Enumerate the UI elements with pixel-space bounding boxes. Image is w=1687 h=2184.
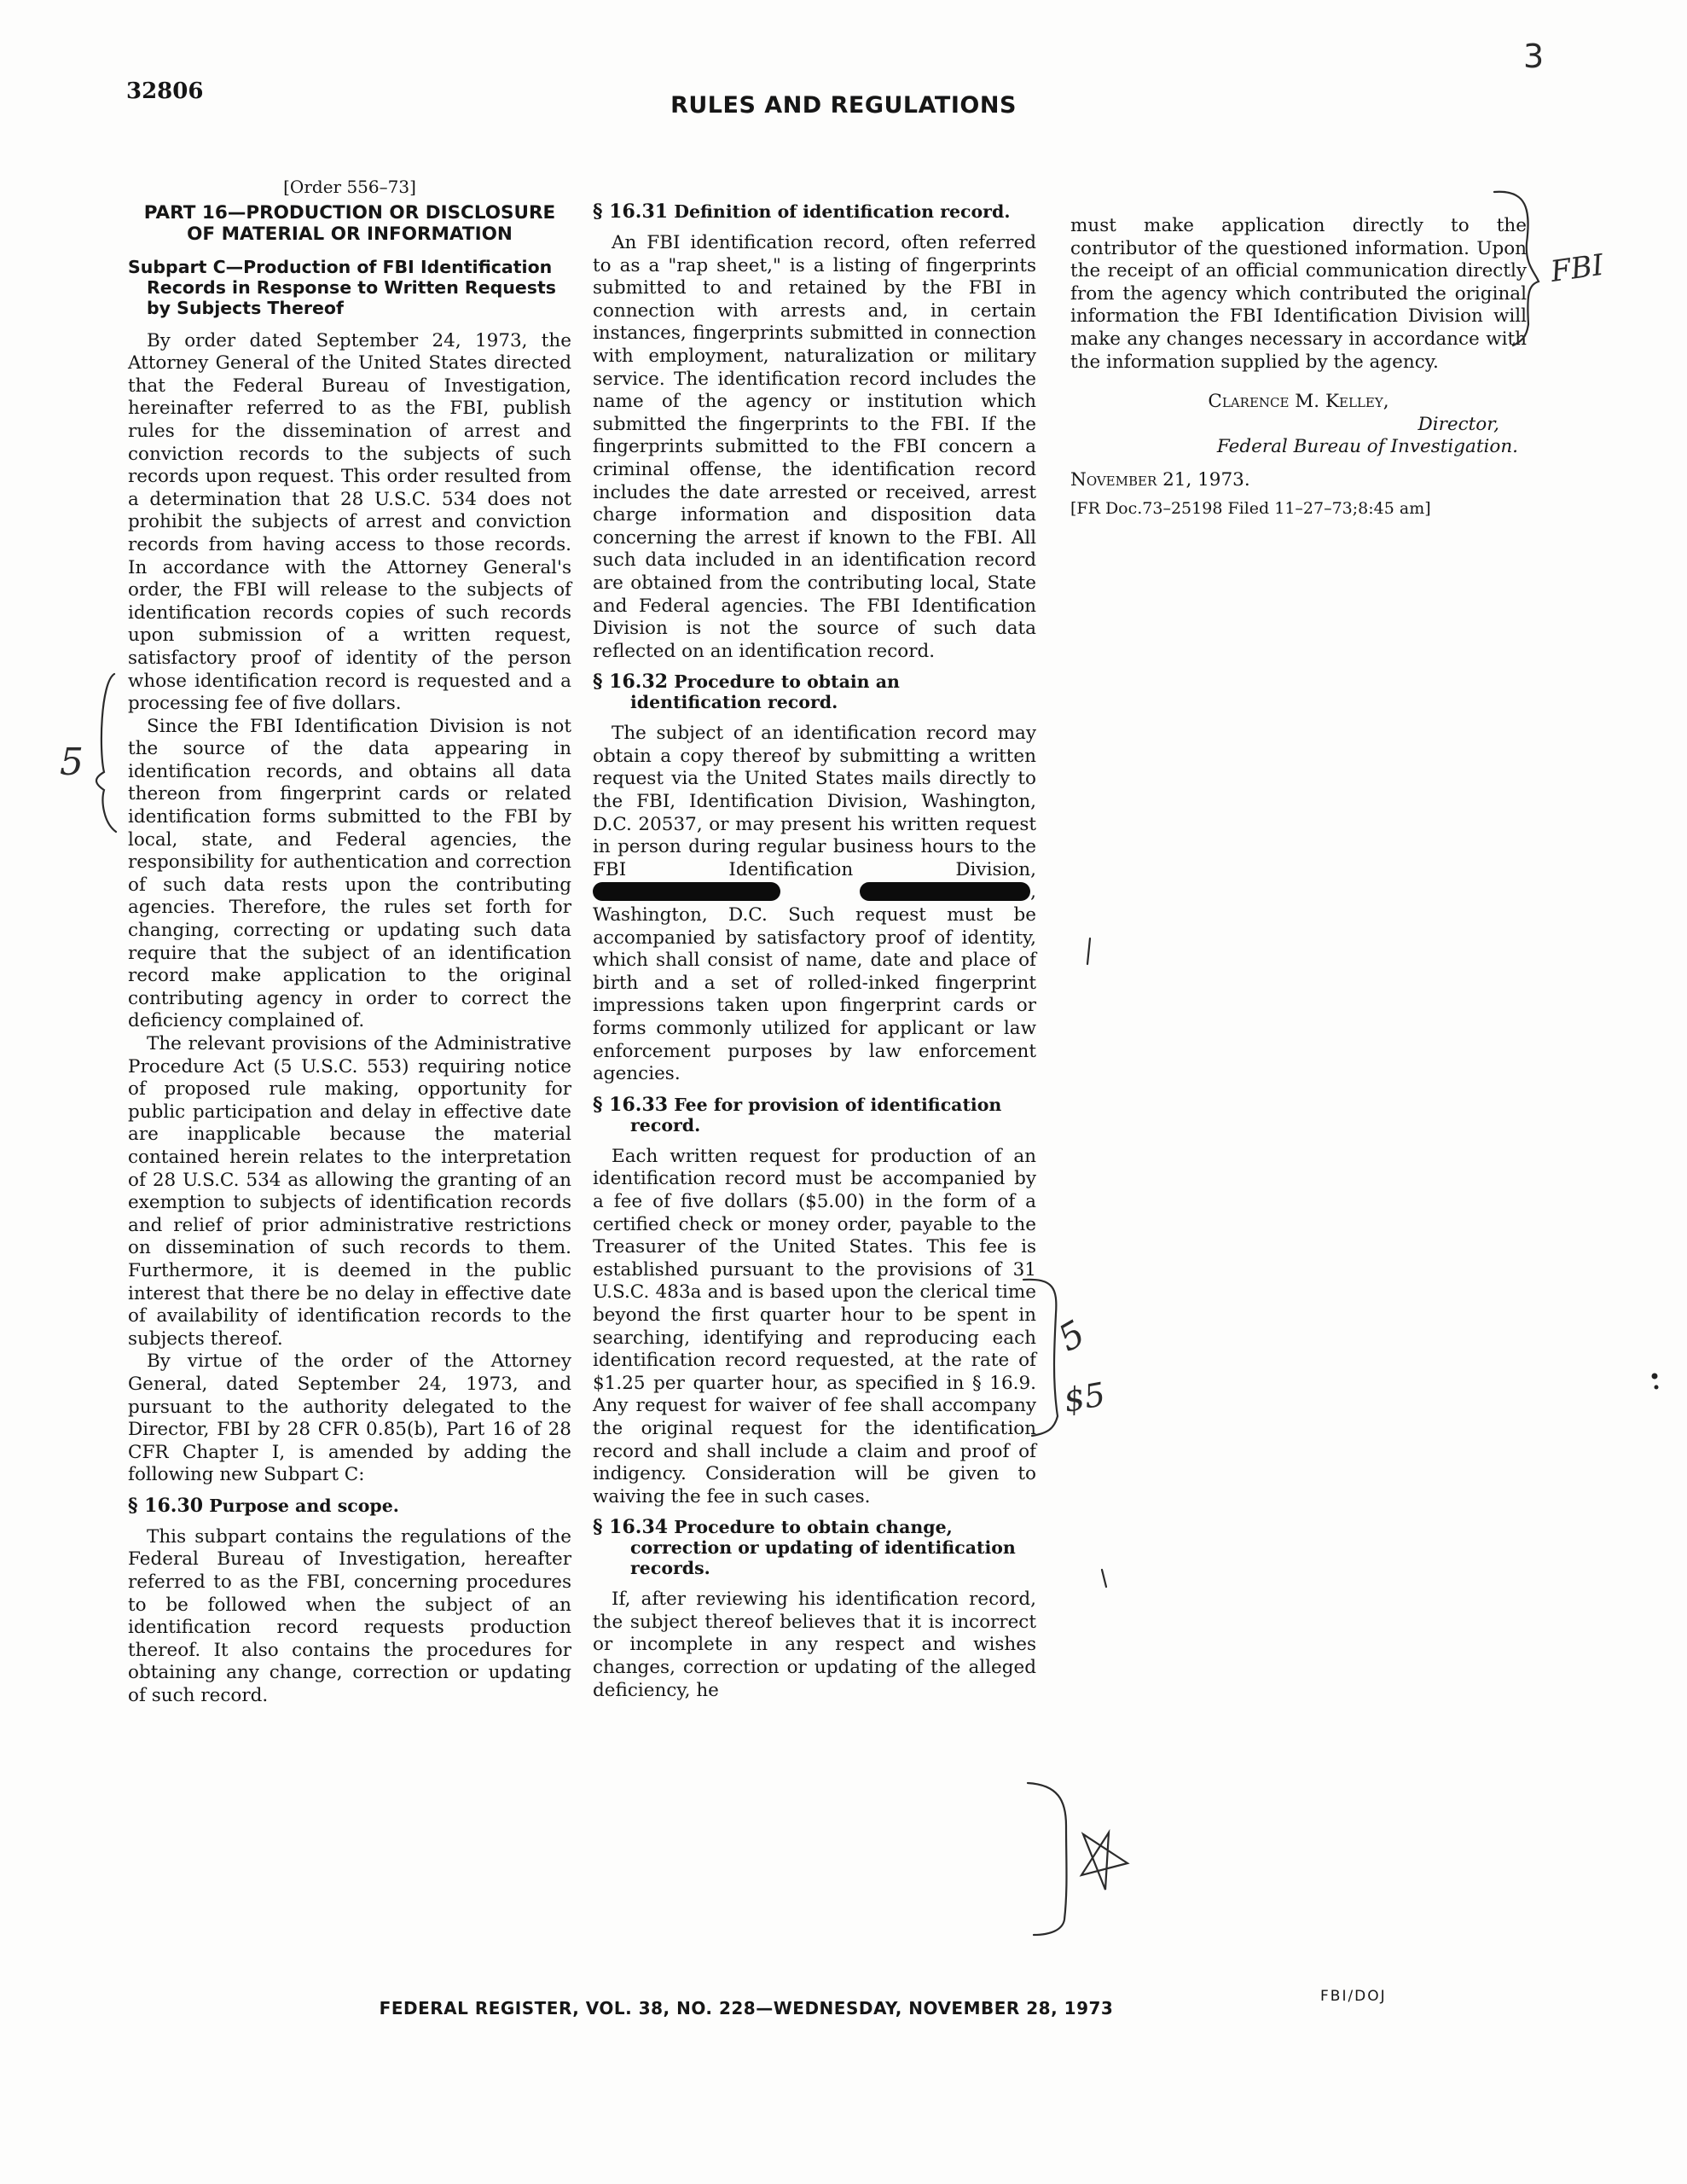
section-text-16-34: If, after reviewing his identification record, the subject thereof believes that it is incorrect or incomplete in any respect and wishes changes, correction or updating of the alleged deficiency, he [593,1589,1036,1701]
redaction-bar [593,882,780,901]
paragraph: By order dated September 24, 1973, the Attorney General of the United States directed that the Federal Bureau of Investigation, hereinafter referred to as the FBI, publish rules for the dissemination of arrest and conviction records to the subjects of such records upon request. This order resulted from a determination that 28 U.S.C. 534 does not prohibit the subjects of arrest and conviction records from having access to those records. In accordance with the Attorney General's order, the FBI will release to the subjects of identification records copies of such records upon submission of a written request, satisfactory proof of identity of the person whose identification record is requested and a processing fee of five dollars. [128,329,571,715]
handwritten-page-mark: 3 [1523,38,1545,75]
running-head: RULES AND REGULATIONS [670,92,1017,119]
handwritten-note-5: 5 [60,741,84,784]
part-heading: PART 16—PRODUCTION OR DISCLOSURE OF MATERIAL OR INFORMATION [143,201,556,245]
section-text-16-30: This subpart contains the regulations of the Federal Bureau of Investigation, hereafter referred to as the FBI, concerning procedures to be followed when the subject of an identification record requests production thereof. It also contains the procedures for obtaining any change, correction or updating of such record. [128,1525,571,1707]
handwritten-note-dollar: $5 [1060,1375,1109,1420]
footer-citation: FEDERAL REGISTER, VOL. 38, NO. 228—WEDNESDAY, NOVEMBER 28, 1973 [379,1998,1114,2018]
column-2 [593,176,1036,1702]
section-heading-16-31 [593,201,1036,222]
section-title: Fee for provision of identification record. [630,1094,1002,1136]
column-1 [128,176,571,1708]
handwritten-note-fbi: FBI [1548,247,1606,289]
signatory-organization: Federal Bureau of Investigation. [1216,436,1518,458]
order-number: [Order 556–73] [283,177,416,197]
section-text-part: , Washington, D.C. Such request must be accompanied by satisfactory proof of identity, which shall consist of name, date and place of birth and a set of rolled-inked fingerprint impressions taken upon fingerprint cards or forms commonly utilized for applicant or law enforcement purposes by law enforcement agencies. [593,881,1036,1085]
handwritten-note-5: 5 [1051,1311,1093,1360]
section-title: Procedure to obtain change, correction or updating of identification records. [630,1517,1016,1579]
column-3 [1070,215,1527,520]
stray-dot [1652,1374,1658,1380]
page-number: 32806 [126,78,204,104]
stray-mark [1102,1570,1106,1587]
section-text-part: The subject of an identification record may obtain a copy thereof by submitting a written request via the United States mails directly to the FBI, Identification Division, Washington, D.C. 20537, or may present his written request in person during regular business hours to the FBI Identification Division, [593,723,1036,880]
section-heading-16-30 [128,1496,571,1516]
signature-date: November 21, 1973. [1070,468,1250,491]
section-text-16-31: An FBI identification record, often referred to as a "rap sheet," is a listing of fingerprints submitted to and retained by the FBI in connection with arrests and, in certain instances, fingerprints submitted in connection with employment, naturalization or military service. The identification record includes the name of the agency or institution which submitted the fingerprints to the FBI. If the fingerprints submitted to the FBI concern a criminal offense, the identification record includes the date arrested or received, arrest charge information and disposition data concerning the arrest if known to the FBI. All such data included in an identification record are obtained from the contributing local, State and Federal agencies. The FBI Identification Division is not the source of such data reflected on an identification record. [593,232,1036,662]
section-text-16-32 [593,723,1036,1086]
redaction-bar [860,882,1030,901]
section-heading-16-32 [593,671,1036,712]
section-text-continued: must make application directly to the contributor of the questioned information. Upon the receipt of an official communication directly from the agency which contributed the original information the FBI Identification Division will make any changes necessary in accordance with the information supplied by the agency. [1070,215,1527,373]
fr-doc-citation: [FR Doc.73–25198 Filed 11–27–73;8:45 am] [1070,498,1431,518]
margin-bracket [96,674,116,832]
section-number: § 16.32 [593,671,669,694]
subpart-heading: Subpart C—Production of FBI Identification Records in Response to Written Requests by Subjects Thereof [128,256,556,318]
section-text-16-33: Each written request for production of an identification record must be accompanied by a fee of five dollars ($5.00) in the form of a certified check or money order, payable to the Treasurer of the United States. This fee is established pursuant to the provisions of 31 U.S.C. 483a and is based upon the clerical time beyond the first quarter hour to be spent in searching, identifying and reproducing each identification record requested, at the rate of $1.25 per quarter hour, as specified in § 16.9. Any request for waiver of fee shall accompany the original request for the identification record and shall include a claim and proof of indigency. Consideration will be given to waiving the fee in such cases. [593,1145,1036,1507]
signatory-title: Director, [1417,413,1499,435]
margin-bracket [1028,1783,1067,1935]
section-number: § 16.30 [128,1494,204,1517]
stray-mark [1087,938,1090,964]
paragraph: By virtue of the order of the Attorney General, dated September 24, 1973, and pursuant to the authority delegated to the Director, FBI by 28 CFR 0.85(b), Part 16 of 28 CFR Chapter I, is amended by adding the following new Subpart C: [128,1350,571,1486]
paragraph: The relevant provisions of the Administrative Procedure Act (5 U.S.C. 553) requiring notice of proposed rule making, opportunity for public participation and delay in effective date are inapplicable because the material contained herein relates to the interpretation of 28 U.S.C. 534 as allowing the granting of an exemption to subjects of identification records and relief of prior administrative restrictions on dissemination of such records to them. Furthermore, it is deemed in the public interest that there be no delay in effective date of availability of identification records to the subjects thereof. [128,1033,571,1350]
section-number: § 16.31 [593,200,669,223]
section-number: § 16.34 [593,1516,669,1539]
section-title: Purpose and scope. [209,1495,399,1516]
agency-stamp: FBI/DOJ [1320,1988,1387,2005]
star-mark [1081,1833,1128,1890]
section-heading-16-34 [593,1517,1036,1578]
section-title: Procedure to obtain an identification record. [630,671,900,713]
signatory-name: Clarence M. Kelley, [1208,391,1389,413]
paragraph: Since the FBI Identification Division is not the source of the data appearing in identification records, and obtains all data thereon from fingerprint cards or related identification forms submitted to the FBI by local, state, and Federal agencies, the responsibility for authentication and correction of such data rests upon the contributing agencies. Therefore, the rules set forth for changing, correcting or updating such data require that the subject of an identification record make application to the original contributing agency in order to correct the deficiency complained of. [128,715,571,1032]
section-number: § 16.33 [593,1093,669,1116]
section-heading-16-33 [593,1095,1036,1136]
section-title: Definition of identification record. [674,201,1011,222]
stray-dot [1655,1385,1659,1390]
